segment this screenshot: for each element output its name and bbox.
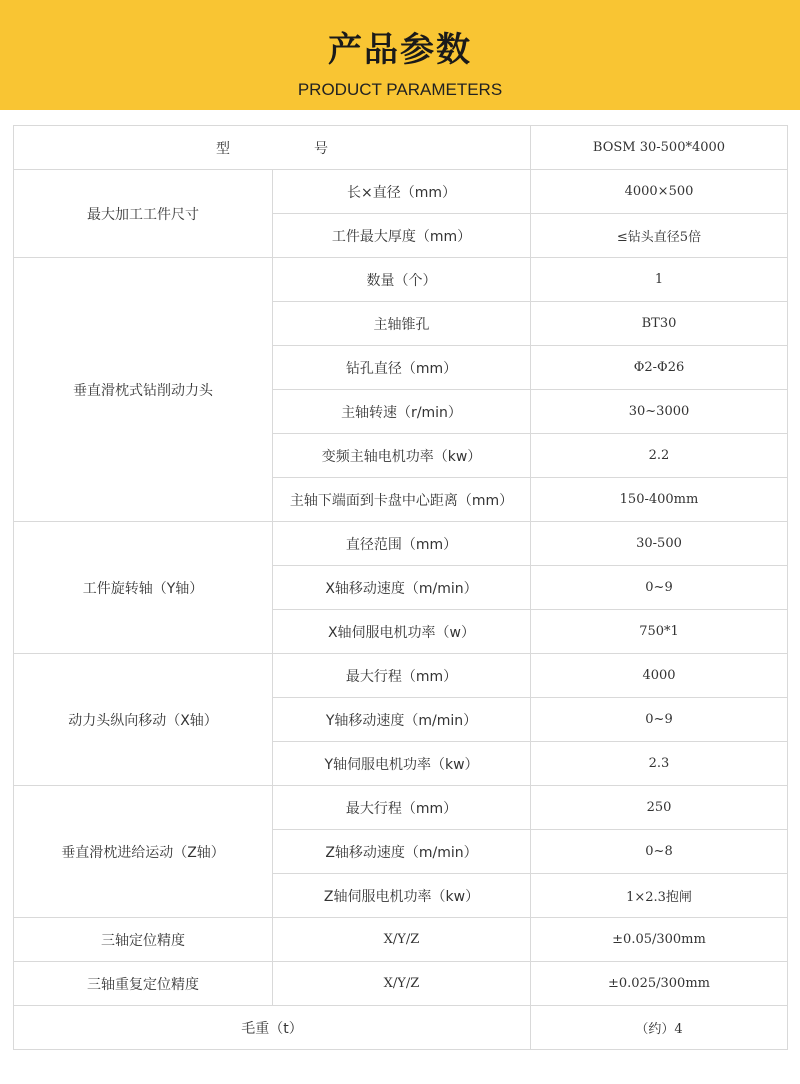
param-cell: 最大行程（mm） (273, 654, 531, 698)
value-cell: ±0.05/300mm (531, 918, 788, 962)
category-cell: 最大加工工件尺寸 (14, 170, 273, 258)
category-cell: 动力头纵向移动（X轴） (14, 654, 273, 786)
table-row (14, 786, 788, 830)
table-row-model (14, 126, 788, 170)
table-row (14, 170, 788, 214)
table-row (14, 918, 788, 962)
param-cell: X/Y/Z (273, 918, 531, 962)
category-cell: 垂直滑枕进给运动（Z轴） (14, 786, 273, 918)
page-subtitle: PRODUCT PARAMETERS (297, 80, 503, 99)
model-label: 型 号 (14, 126, 531, 170)
category-cell: 三轴重复定位精度 (14, 962, 273, 1006)
parameters-table (13, 125, 788, 1050)
param-cell: Y轴移动速度（m/min） (273, 698, 531, 742)
value-cell: 2.3 (531, 742, 788, 786)
value-cell: ≤钻头直径5倍 (531, 214, 788, 258)
param-cell: 主轴转速（r/min） (273, 390, 531, 434)
model-value: BOSM 30-500*4000 (531, 126, 788, 170)
value-cell: Φ2-Φ26 (531, 346, 788, 390)
value-cell: 150-400mm (531, 478, 788, 522)
param-cell: 主轴锥孔 (273, 302, 531, 346)
param-cell: Z轴移动速度（m/min） (273, 830, 531, 874)
category-cell: 工件旋转轴（Y轴） (14, 522, 273, 654)
param-cell: 主轴下端面到卡盘中心距离（mm） (273, 478, 531, 522)
value-cell: 0~9 (531, 566, 788, 610)
value-cell: 4000×500 (531, 170, 788, 214)
value-cell: 30-500 (531, 522, 788, 566)
value-cell: 0~9 (531, 698, 788, 742)
header-banner (0, 0, 800, 110)
value-cell: ±0.025/300mm (531, 962, 788, 1006)
value-cell: 4000 (531, 654, 788, 698)
value-cell: 750*1 (531, 610, 788, 654)
value-cell: 30~3000 (531, 390, 788, 434)
param-cell: X轴移动速度（m/min） (273, 566, 531, 610)
page-title: 产品参数 (328, 30, 472, 70)
category-cell: 垂直滑枕式钻削动力头 (14, 258, 273, 522)
param-cell: 钻孔直径（mm） (273, 346, 531, 390)
param-cell: 变频主轴电机功率（kw） (273, 434, 531, 478)
weight-label: 毛重（t） (14, 1006, 531, 1050)
param-cell: X轴伺服电机功率（w） (273, 610, 531, 654)
table-row (14, 522, 788, 566)
param-cell: Z轴伺服电机功率（kw） (273, 874, 531, 918)
table-row-weight (14, 1006, 788, 1050)
param-cell: 长×直径（mm） (273, 170, 531, 214)
value-cell: BT30 (531, 302, 788, 346)
value-cell: 0~8 (531, 830, 788, 874)
category-cell: 三轴定位精度 (14, 918, 273, 962)
value-cell: 1×2.3抱闸 (531, 874, 788, 918)
param-cell: X/Y/Z (273, 962, 531, 1006)
param-cell: 数量（个） (273, 258, 531, 302)
table-row (14, 654, 788, 698)
weight-value: （约）4 (531, 1006, 788, 1050)
param-cell: 最大行程（mm） (273, 786, 531, 830)
param-cell: 工件最大厚度（mm） (273, 214, 531, 258)
param-cell: Y轴伺服电机功率（kw） (273, 742, 531, 786)
table-row (14, 962, 788, 1006)
value-cell: 1 (531, 258, 788, 302)
value-cell: 250 (531, 786, 788, 830)
value-cell: 2.2 (531, 434, 788, 478)
table-row (14, 258, 788, 302)
param-cell: 直径范围（mm） (273, 522, 531, 566)
